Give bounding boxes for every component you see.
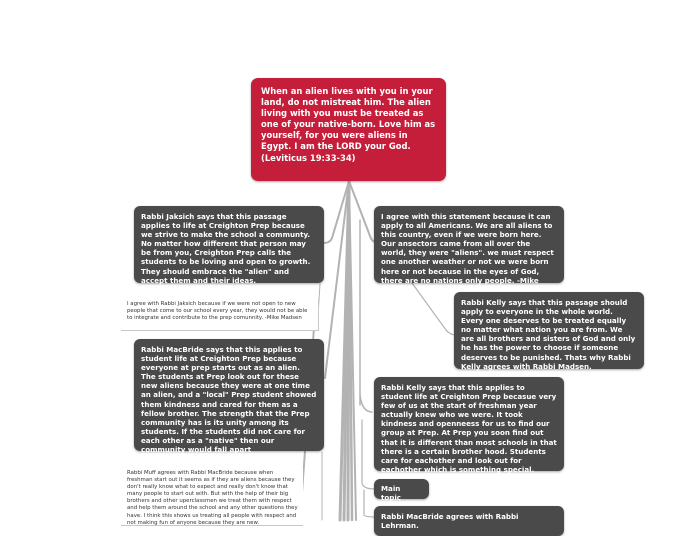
topic-text: Rabbi MacBride says that this applies to student life at Creighton Prep because everyone at prep starts out as an alien. The students at Prep look out for these new aliens because they were at one time an alien, and a "local" Prep student showed them kindness and cared for them as a fellow brother. The strength that the Prep community has is its unity among its students. If the students did not care for each other as a "native" then our community would fall apart bbox=[141, 345, 317, 455]
note-madsen-agrees-jaksich[interactable] bbox=[121, 299, 319, 331]
topic-text: I agree with this statement because it can apply to all Americans. We are all aliens to this country, even if we were born here. Our ansectors came from all over the world, they were "aliens". we must respect one another weather or not we were born here or not because in the eyes of God, there are no nations only people. -Mike Madsen bbox=[381, 212, 554, 294]
topic-macbride-agrees-lehrman[interactable] bbox=[374, 506, 564, 536]
topic-text: Rabbi MacBride agrees with Rabbi Lehrman. bbox=[381, 512, 519, 531]
topic-madsen-agree[interactable] bbox=[374, 206, 564, 294]
topic-text: Rabbi Kelly says that this passage should apply to everyone in the whole world. Every one deserves to be treated equally no matter what nation you are from. We are all brothers and sisters of God and only he has the power to choose if someone deserves to be punished. Thats why Rabbi Kelly agrees with Rabbi Madsen. bbox=[461, 298, 636, 371]
topic-rabbi-kelly-student-life[interactable] bbox=[374, 377, 564, 474]
topic-main-topic[interactable] bbox=[374, 479, 429, 503]
note-rabbi-muff[interactable] bbox=[121, 468, 303, 526]
topic-text: Rabbi Kelly says that this applies to student life at Creighton Prep becasue very few of us at the start of freshman year actually knew who we were. It took kindness and openneess for us to find our group at Prep. At Prep you soon find out that it is different than most schools in that there is a certain brother hood. Students care for eachother and look out for eachother which is something special. bbox=[381, 383, 557, 474]
subtopic-rabbi-kelly-world[interactable] bbox=[454, 292, 644, 369]
topic-rabbi-jaksich[interactable] bbox=[134, 206, 324, 283]
note-text: Rabbi Muff agrees with Rabbi MacBride because when freshman start out it seems as if they are aliens because they don't really know what to expect and really don't know that many people to start out with. But with the help of their big brothers and other uperclassmen we treat them with respect and help them around the school and any other questions they have. I think this shows us treating all people with respect and not making fun of anyone because they are new. bbox=[127, 470, 298, 526]
central-topic[interactable] bbox=[251, 78, 446, 181]
topic-text: Rabbi Jaksich says that this passage applies to life at Creighton Prep because we strive to make the school a communty. No matter how different that person may be from you, Creighton Prep calls the students to be loving and open to growth. They should embrace the "alien" and accept them and their ideas. bbox=[141, 212, 311, 285]
topic-rabbi-macbride[interactable] bbox=[134, 339, 324, 455]
note-text: I agree with Rabbi Jaksich because if we were not open to new people that come to our school every year, they would not be able to integrate and contribute to the prep comunnity. -Mike Madsen bbox=[127, 301, 308, 322]
central-topic-text: When an alien lives with you in your land, do not mistreat him. The alien living with you must be treated as one of your native-born. Love him as yourself, for you were aliens in Egypt. I am the LORD your God. (Leviticus 19:33-34) bbox=[261, 86, 436, 163]
topic-text: Main topic bbox=[381, 484, 401, 503]
